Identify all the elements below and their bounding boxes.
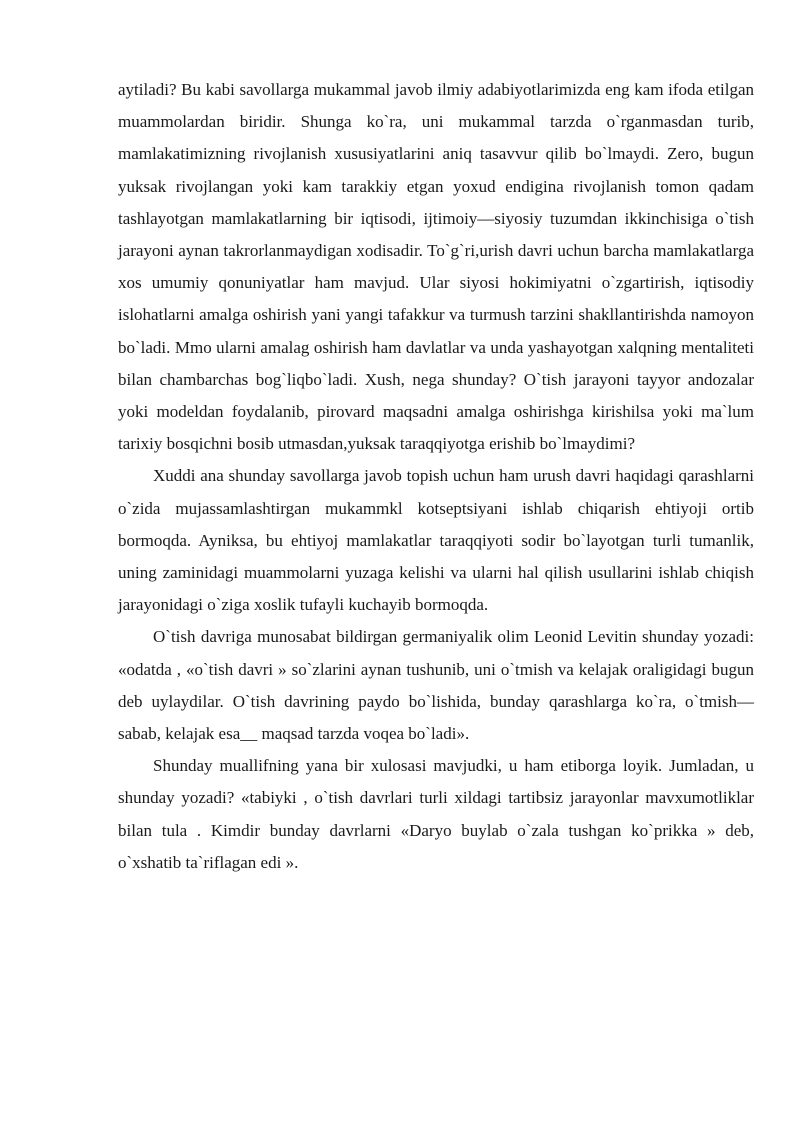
paragraph-3: O`tish davriga munosabat bildirgan germaniyalik olim Leonid Levitin shunday yozadi: «odatda , «o`tish davri » so`zlarini aynan tushunib, uni o`tmish va kelajak oraligidagi bugun deb uylaydilar. O`tish davrining paydo bo`lishida, bunday qarashlarga ko`ra, o`tmish—sabab, kelajak esa__ maqsad tarzda voqea bo`ladi». [118, 627, 754, 744]
document-page [118, 74, 754, 879]
paragraph-2: Xuddi ana shunday savollarga javob topish uchun ham urush davri haqidagi qarashlarni o`zida mujassamlashtirgan mukammkl kotseptsiyani ishlab chiqarish ehtiyoji ortib bormoqda. Ayniksa, bu ehtiyoj mamlakatlar taraqqiyoti sodir bo`layotgan turli tumanlik, uning zaminidagi muammolarni yuzaga kelishi va ularni hal qilish usullarini ishlab chiqish jarayonidagi o`ziga xoslik tufayli kuchayib bormoqda. [118, 466, 754, 615]
paragraph-1: aytiladi? Bu kabi savollarga mukammal javob ilmiy adabiyotlarimizda eng kam ifoda etilgan muammolardan biridir. Shunga ko`ra, uni mukammal tarzda o`rganmasdan turib, mamlakatimizning rivojlanish xususiyatlarini aniq tasavvur qilib bo`lmaydi. Zero, bugun yuksak rivojlangan yoki kam tarakkiy etgan yoxud endigina rivojlanish tomon qadam tashlayotgan mamlakatlarning bir iqtisodi, ijtimoiy—siyosiy tuzumdan ikkinchisiga o`tish jarayoni aynan takrorlanmaydigan xodisadir. To`g`ri,urish davri uchun barcha mamlakatlarga xos umumiy qonuniyatlar ham mavjud. Ular siyosi hokimiyatni o`zgartirish, iqtisodiy islohatlarni amalga oshirish yani yangi tafakkur va turmush tarzini shakllantirishda namoyon bo`ladi. Mmo ularni amalag oshirish ham davlatlar va unda yashayotgan xalqning mentaliteti bilan chambarchas bog`liqbo`ladi. Xush, nega shunday? O`tish jarayoni tayyor andozalar yoki modeldan foydalanib, pirovard maqsadni amalga oshirishga kirishilsa yoki ma`lum tarixiy bosqichni bosib utmasdan,yuksak taraqqiyotga erishib bo`lmaydimi? [118, 80, 754, 454]
paragraph-4: Shunday muallifning yana bir xulosasi mavjudki, u ham etiborga loyik. Jumladan, u shunday yozadi? «tabiyki , o`tish davrlari turli xildagi tartibsiz jarayonlar mavxumotliklar bilan tula . Kimdir bunday davrlarni «Daryo buylab o`zala tushgan ko`prikka » deb, o`xshatib ta`riflagan edi ». [118, 756, 754, 872]
